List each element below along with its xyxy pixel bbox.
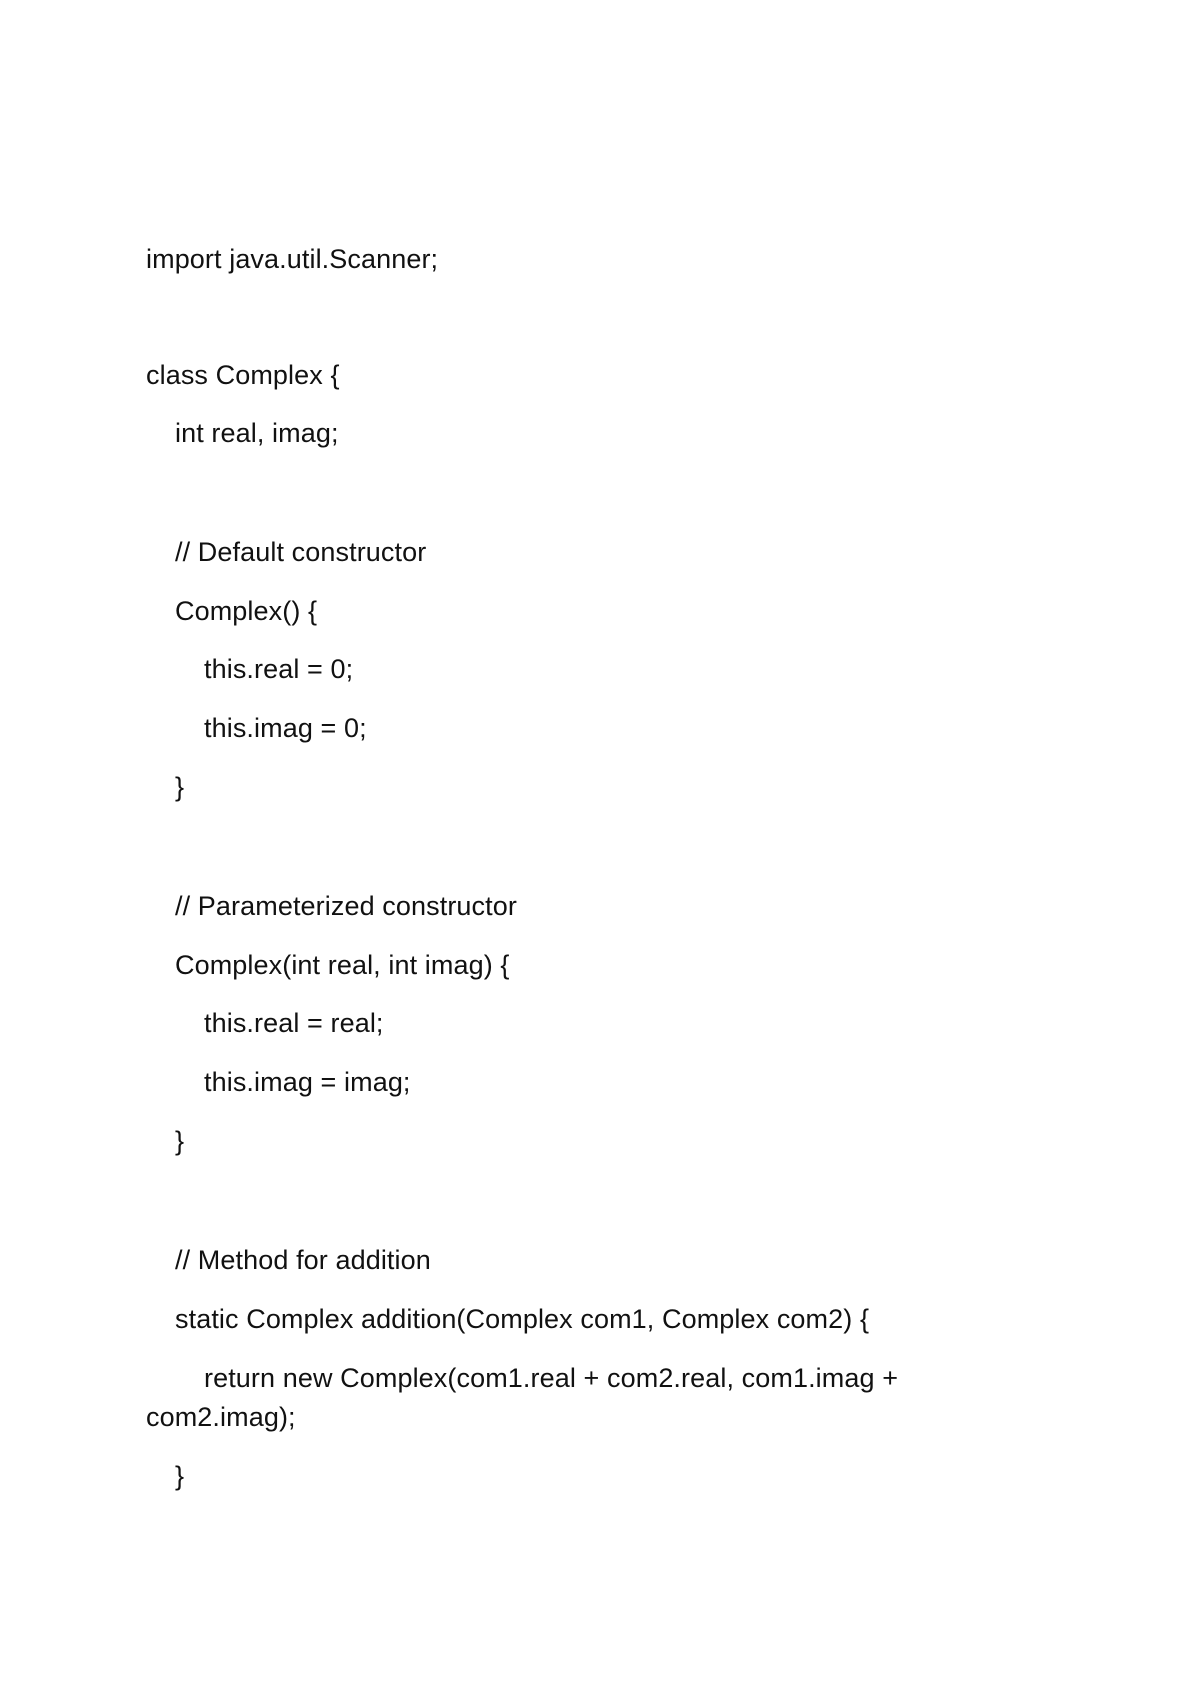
- code-line-class-declaration: class Complex {: [146, 360, 340, 390]
- code-line-fields: int real, imag;: [175, 418, 339, 448]
- code-line-close-brace: }: [175, 1126, 185, 1156]
- code-line-comment-addition: // Method for addition: [175, 1245, 431, 1275]
- code-line-assign-imag-param: this.imag = imag;: [204, 1067, 411, 1097]
- code-line-import: import java.util.Scanner;: [146, 244, 439, 274]
- code-line-return-continuation: com2.imag);: [146, 1402, 296, 1432]
- code-line-addition-method: static Complex addition(Complex com1, Complex com2) {: [175, 1304, 870, 1334]
- code-line-comment-default-constructor: // Default constructor: [175, 537, 427, 567]
- code-line-parameterized-constructor: Complex(int real, int imag) {: [175, 950, 510, 980]
- code-line-assign-real-param: this.real = real;: [204, 1008, 384, 1038]
- code-line-close-brace: }: [175, 1461, 185, 1491]
- code-line-comment-parameterized-constructor: // Parameterized constructor: [175, 891, 517, 921]
- code-line-assign-real-zero: this.real = 0;: [204, 654, 354, 684]
- code-line-close-brace: }: [175, 772, 185, 802]
- code-line-assign-imag-zero: this.imag = 0;: [204, 713, 367, 743]
- code-line-return-statement: return new Complex(com1.real + com2.real, com1.imag +: [204, 1363, 899, 1393]
- code-line-default-constructor: Complex() {: [175, 596, 318, 626]
